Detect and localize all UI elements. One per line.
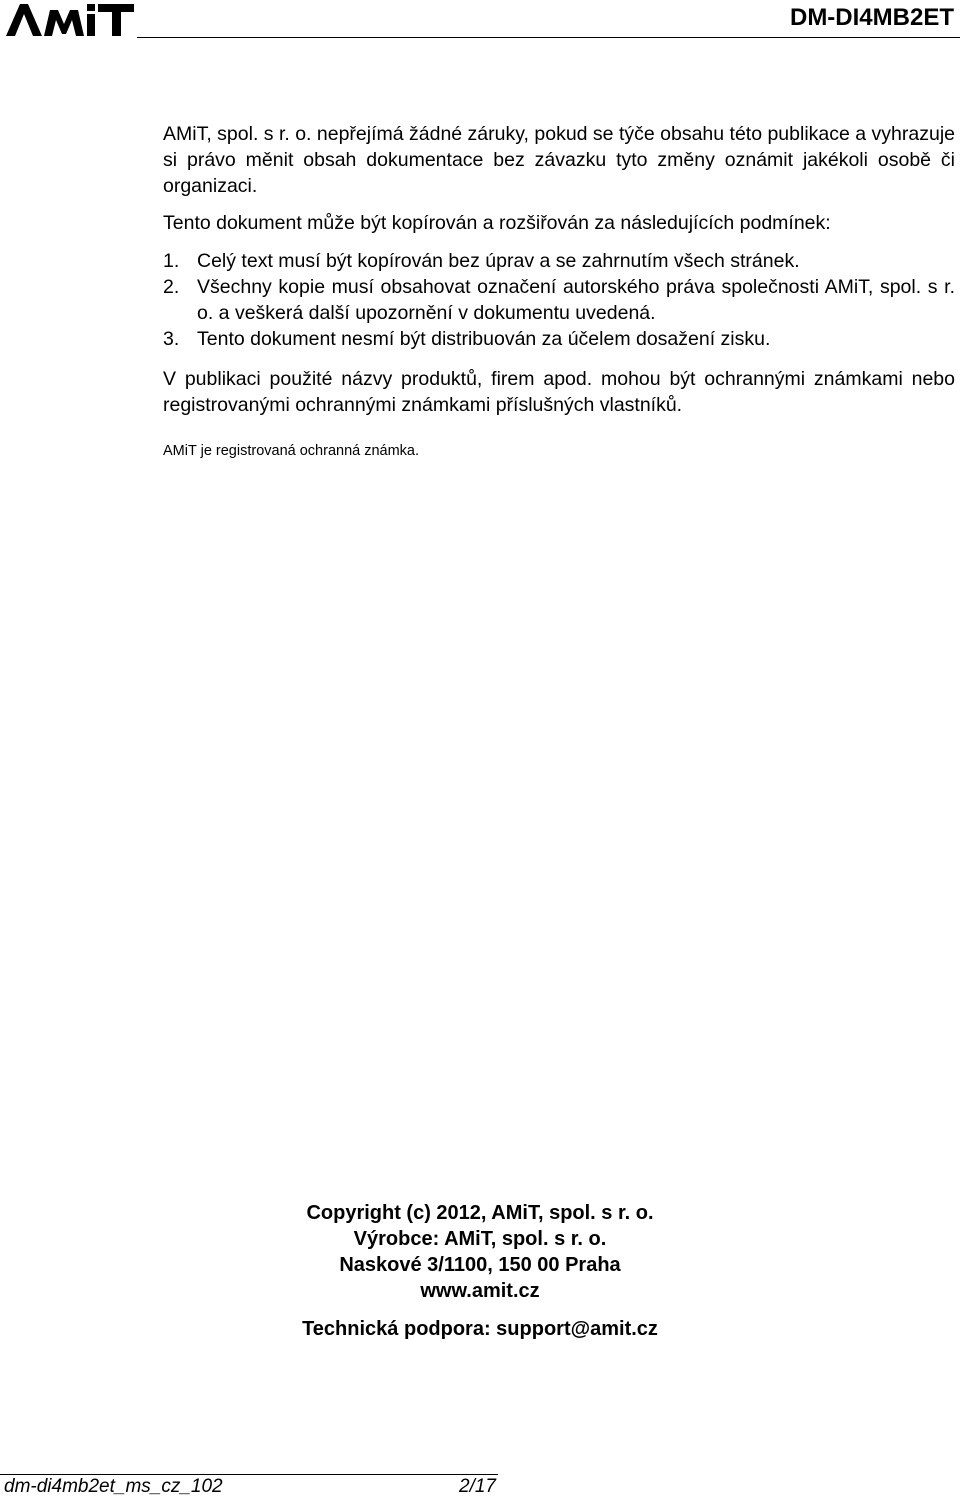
terms-item-number: 2. xyxy=(163,276,180,298)
footer-rule xyxy=(0,1474,498,1475)
copyright-line: Copyright (c) 2012, AMiT, spol. s r. o. xyxy=(306,1202,654,1224)
footer-page-number: 2/17 xyxy=(459,1476,496,1497)
amit-logo xyxy=(6,2,134,38)
address-line: Naskové 3/1100, 150 00 Praha xyxy=(339,1254,621,1276)
manufacturer-line: Výrobce: AMiT, spol. s r. o. xyxy=(353,1228,607,1250)
footer-file-id: dm-di4mb2et_ms_cz_102 xyxy=(4,1476,223,1497)
terms-list xyxy=(163,248,955,352)
terms-item-number: 3. xyxy=(163,328,180,350)
trademarks-paragraph: V publikaci použité názvy produktů, firem apod. mohou být ochrannými známkami nebo registrovanými ochrannými známkami příslušných vlastníků. xyxy=(163,368,955,416)
registered-trademark-note: AMiT je registrovaná ochranná známka. xyxy=(163,443,420,459)
terms-item xyxy=(163,326,955,352)
document-code: DM-DI4MB2ET xyxy=(789,4,954,31)
disclaimer-paragraph: AMiT, spol. s r. o. nepřejímá žádné záruky, pokud se týče obsahu této publikace a vyhrazuje si právo měnit obsah dokumentace bez závazku tyto změny oznámit jakékoli osobě či organizaci. xyxy=(163,123,955,197)
terms-item xyxy=(163,248,955,274)
terms-intro: Tento dokument může být kopírován a rozšiřován za následujících podmínek: xyxy=(163,212,831,234)
imprint xyxy=(0,1200,960,1342)
page-header xyxy=(0,0,960,44)
website-link[interactable]: www.amit.cz xyxy=(420,1280,540,1302)
terms-item-number: 1. xyxy=(163,250,180,272)
terms-item-text: Celý text musí být kopírován bez úprav a se zahrnutím všech stránek. xyxy=(197,250,800,272)
terms-item-text: Všechny kopie musí obsahovat označení autorského práva společnosti AMiT, spol. s r. o. a veškerá další upozornění v dokumentu uvedená. xyxy=(197,276,955,324)
terms-item xyxy=(163,274,955,326)
logo-text: AMiT xyxy=(6,2,9,3)
disclaimer-section xyxy=(163,121,955,461)
support-line[interactable]: Technická podpora: support@amit.cz xyxy=(302,1318,658,1340)
header-rule xyxy=(137,37,960,38)
terms-item-text: Tento dokument nesmí být distribuován za účelem dosažení zisku. xyxy=(197,328,771,350)
